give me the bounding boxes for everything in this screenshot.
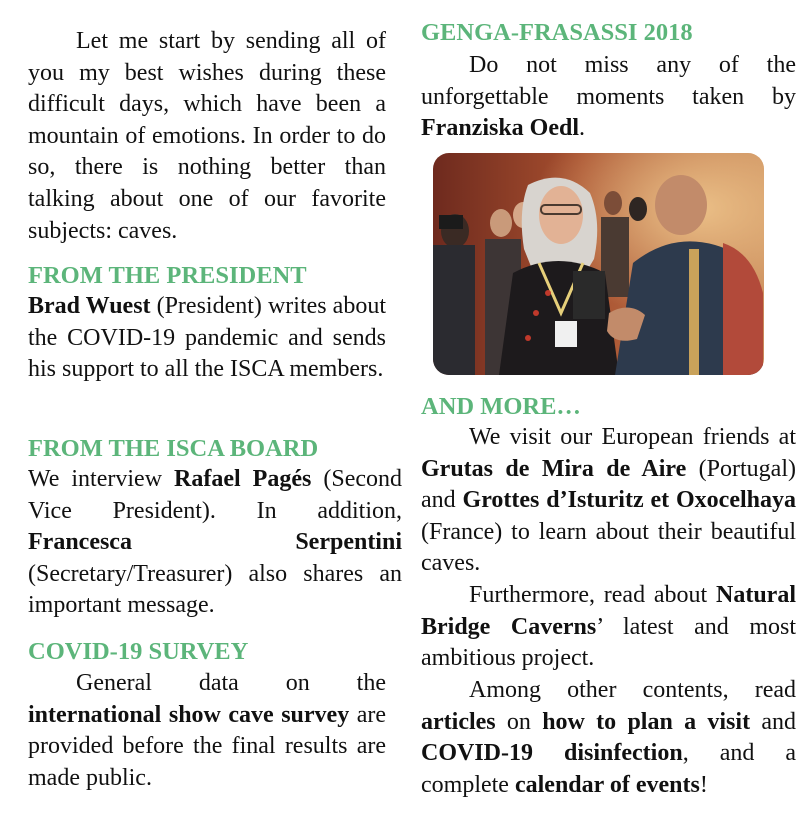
genga-paragraph <box>421 50 796 145</box>
more-paragraph-3 <box>421 675 796 801</box>
genga-photographer: Franziska Oedl <box>421 115 580 142</box>
more-p3-bold-1: articles <box>421 708 496 735</box>
board-heading: FROM THE ISCA BOARD <box>28 435 319 462</box>
genga-heading: GENGA-FRASASSI 2018 <box>421 19 693 46</box>
survey-text-2: are provided before the final results are made public. <box>28 701 386 791</box>
survey-paragraph <box>28 668 386 794</box>
more-p1-text-3: (France) to learn about their beautiful caves. <box>421 518 796 577</box>
genga-text-1: Do not miss any of the unforgettable moments taken by <box>421 52 796 110</box>
survey-bold-1: international show cave survey <box>28 701 350 728</box>
more-p1-text-2: (Portugal) and <box>421 455 796 514</box>
more-p1-bold-2: Grottes d’Isturitz et Oxocelhaya <box>462 487 796 514</box>
more-paragraph-2 <box>421 580 796 675</box>
more-p1-text-1: We visit our European friends at <box>469 424 796 450</box>
board-paragraph <box>28 464 402 622</box>
more-p3-text-5: ! <box>699 771 708 798</box>
board-name-1: Rafael Pagés <box>174 466 312 492</box>
more-p3-bold-3: COVID-19 disinfection <box>421 740 683 767</box>
president-heading: FROM THE PRESIDENT <box>28 262 307 289</box>
more-p3-bold-2: how to plan a visit <box>542 708 751 735</box>
board-name-2: Francesca Serpentini <box>28 529 402 556</box>
more-p2-text-2: ’ latest and most ambitious project. <box>421 613 797 672</box>
board-text-1: We interview <box>28 466 175 492</box>
event-photo-illustration <box>433 153 764 375</box>
board-text-2: (Second Vice President). In addition, <box>28 466 402 524</box>
event-photo <box>433 153 764 375</box>
board-text-3: (Secretary/Treasurer) also shares an important message. <box>28 560 402 619</box>
more-p2-text-1: Furthermore, read about <box>469 582 716 608</box>
more-p3-text-2: on <box>495 708 543 735</box>
more-p3-text-1: Among other contents, read <box>469 677 796 703</box>
president-text: (President) writes about the COVID-19 pandemic and sends his support to all the ISCA members. <box>28 293 386 383</box>
more-p2-bold-1: Natural Bridge Caverns <box>421 582 796 640</box>
more-p3-bold-4: calendar of events <box>514 771 700 798</box>
intro-paragraph: Let me start by sending all of you my best wishes during these difficult days, which have been a mountain of emotions. In order to do so, there is nothing better than talking about one of our favorite subjects: caves. <box>28 28 386 244</box>
more-paragraph-1 <box>421 422 796 580</box>
president-paragraph <box>28 291 386 386</box>
more-heading: AND MORE… <box>421 393 581 420</box>
president-name: Brad Wuest <box>28 293 151 319</box>
more-p1-bold-1: Grutas de Mira de Aire <box>421 455 687 482</box>
more-p3-text-3: and <box>750 708 797 735</box>
more-p3-text-4: , and a complete <box>421 740 797 798</box>
survey-heading: COVID-19 SURVEY <box>28 638 249 665</box>
genga-text-2: . <box>579 115 586 142</box>
survey-text-1: General data on the <box>76 670 386 696</box>
